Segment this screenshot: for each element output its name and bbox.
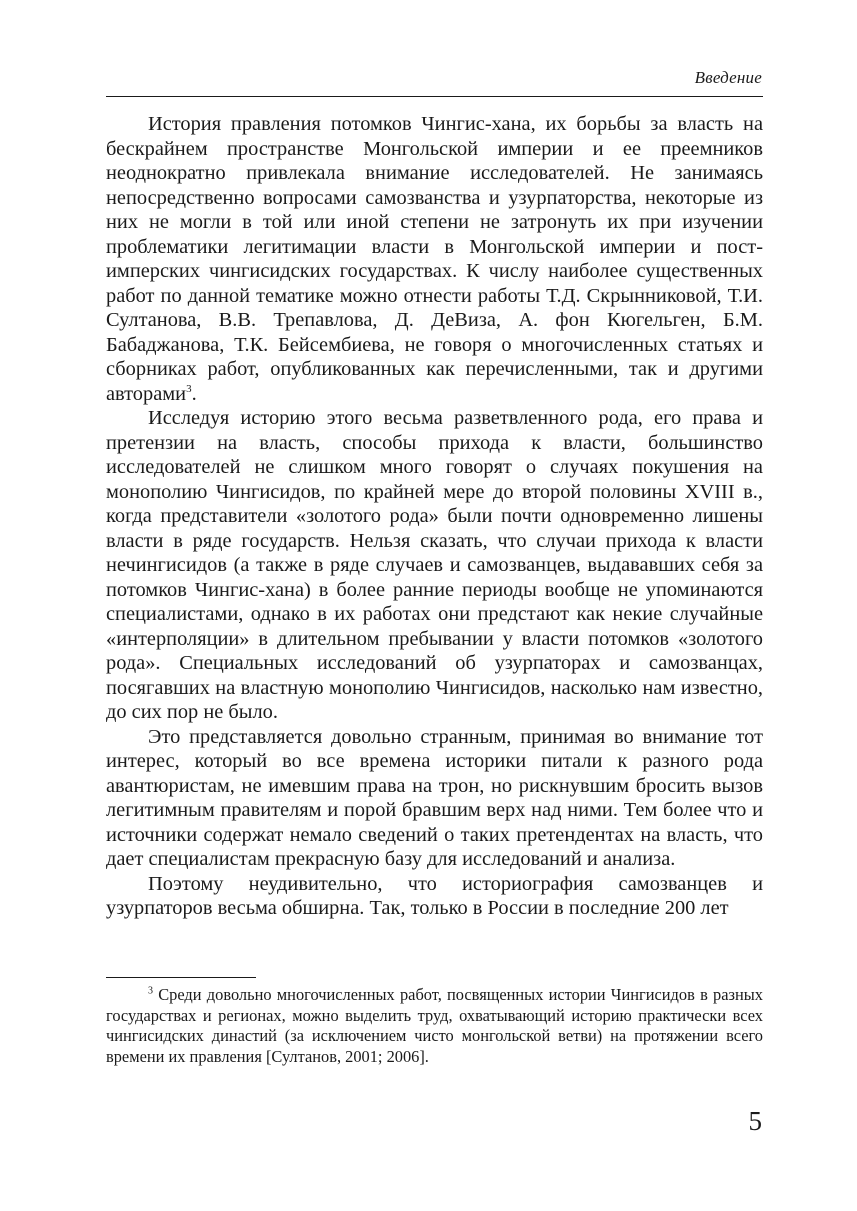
page-number: 5: [748, 1106, 762, 1136]
footnote-marker: 3: [148, 985, 153, 997]
paragraph-4: Поэтому неудивительно, что историография самозванцев и узурпаторов весьма обширна. Так, только в России в последние 200 лет: [106, 872, 763, 919]
paragraph-1-tail: .: [191, 382, 197, 405]
paragraph-2: Исследуя историю этого весьма разветвленного рода, его права и претензии на власть, способы прихода к власти, большинство исследователей не слишком много говорят о случаях покушения на монополию Чингисидов, по крайней мере до второй половины XVIII в., когда представители «золотого рода» были почти одновременно лишены власти в ряде государств. Нельзя сказать, что случаи прихода к власти нечингисидов (а также в ряде случаев и самозванцев, выдававших себя за потомков Чингис-хана) в более ранние периоды вообще не упоминаются специалистами, однако в их работах они предстают как некие случайные «интерполяции» в длительном пребывании у власти потомков «золотого рода». Специальных исследований об узурпаторах и самозванцах, посягавших на властную монополию Чингисидов, насколько нам известно, до сих пор не было.: [106, 407, 763, 723]
footnote-ref-3[interactable]: 3: [186, 382, 192, 395]
paragraph-1: [106, 112, 763, 406]
footnote-text: Среди довольно многочисленных работ, посвященных истории Чингисидов в разных государствах и регионах, можно выделить труд, охватывающий историю практически всех чингисидских династий (за исключением чисто монгольской ветви) на протяжении всего времени их правления [Султанов, 2001; 2006].: [106, 985, 763, 1066]
footnote-rule: [106, 977, 256, 978]
footnote-3: [106, 985, 763, 1067]
running-head-title: Введение: [694, 68, 762, 87]
paragraph-1-text: История правления потомков Чингис-хана, их борьбы за власть на бескрайнем пространстве Монгольской империи и ее преемников неоднократно привлекала внимание исследователей. Не занимаясь непосредственно вопросами самозванства и узурпаторства, некоторые из них не могли в той или иной степени не затронуть их при изучении проблематики легитимации власти в Монгольской империи и пост-имперских чингисидских государствах. К числу наиболее существенных работ по данной тематике можно отнести работы Т.Д. Скрынниковой, Т.И. Султанова, В.В. Трепавлова, Д. ДеВиза, А. фон Кюгельген, Б.М. Бабаджанова, Т.К. Бейсембиева, не говоря о многочисленных статьях и сборниках работ, опубликованных как перечисленными, так и другими авторами: [106, 113, 763, 405]
header-rule: [106, 96, 763, 97]
paragraph-3: Это представляется довольно странным, принимая во внимание тот интерес, который во все времена историки питали к разного рода авантюристам, не имевшим права на трон, но рискнувшим бросить вызов легитимным правителям и порой бравшим верх над ними. Тем более что и источники содержат немало сведений о таких претендентах на власть, что дает специалистам прекрасную базу для исследований и анализа.: [106, 725, 763, 870]
main-text: [106, 112, 763, 921]
